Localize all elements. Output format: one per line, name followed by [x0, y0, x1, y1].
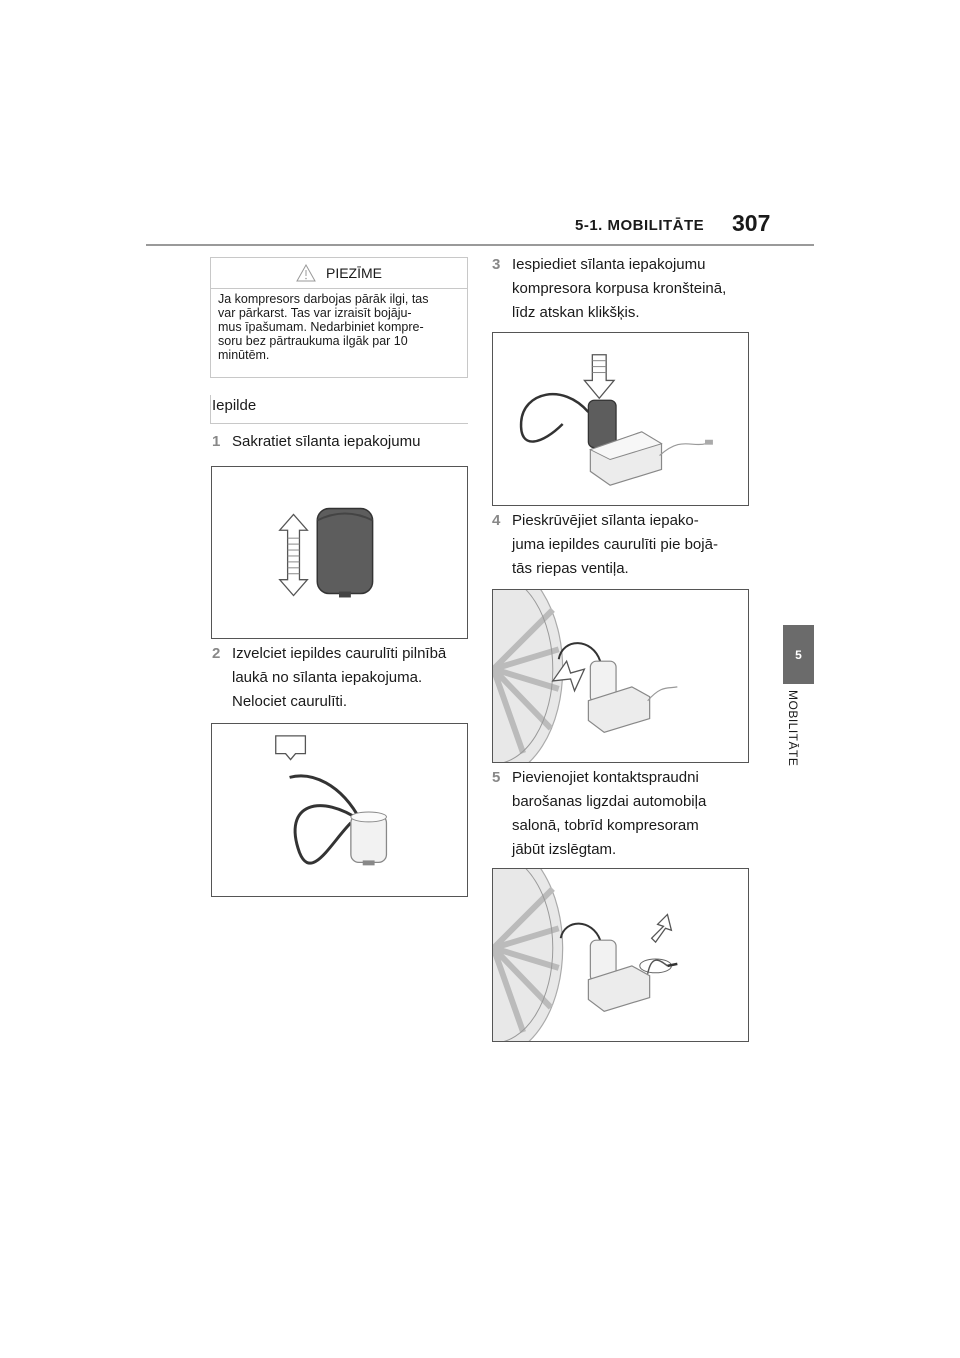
step-number: 2: [212, 645, 221, 662]
note-header: [211, 258, 467, 289]
figure-plug-in: [492, 868, 749, 1042]
note-line: var pārkarst. Tas var izraisīt bojāju-: [218, 306, 412, 320]
chapter-number: 5: [795, 647, 802, 662]
step-number: 1: [212, 433, 221, 450]
figure-connect-valve: [492, 589, 749, 763]
step-text: Iespiediet sīlanta iepakojumu: [512, 256, 706, 273]
warning-icon: [296, 264, 316, 282]
step-number: 3: [492, 256, 501, 273]
step-text: jābūt izslēgtam.: [512, 841, 617, 858]
note-box: [210, 257, 468, 378]
page-number: 307: [732, 210, 771, 236]
note-line: minūtēm.: [218, 348, 270, 362]
step-text: Sakratiet sīlanta iepakojumu: [232, 433, 421, 450]
section-header: 5-1. MOBILITĀTE: [575, 217, 705, 234]
step-text: Izvelciet iepildes caurulīti pilnībā: [232, 645, 447, 662]
note-line: soru bez pārtraukuma ilgāk par 10: [218, 334, 408, 348]
step-text: līdz atskan klikšķis.: [512, 304, 640, 321]
step-number: 4: [492, 512, 501, 529]
step-1: [212, 430, 472, 454]
chapter-tab: [783, 625, 814, 684]
figure-shake-sealant: [211, 466, 468, 639]
step-text: Pievienojiet kontaktspraudni: [512, 769, 699, 786]
step-text: tās riepas ventiļa.: [512, 560, 629, 577]
step-text: salonā, tobrīd kompresoram: [512, 817, 699, 834]
step-number: 5: [492, 769, 501, 786]
step-4: [492, 509, 752, 581]
step-5: [492, 766, 752, 862]
step-3: [492, 253, 752, 325]
step-text: kompresora korpusa kronšteinā,: [512, 280, 727, 297]
figure-insert-sealant: [492, 332, 749, 506]
header-divider: [146, 244, 814, 246]
figure-pull-hose: [211, 723, 468, 897]
step-text: laukā no sīlanta iepakojuma.: [232, 669, 423, 686]
note-text: [218, 292, 466, 362]
section-rule-horizontal: [210, 423, 468, 424]
note-title: PIEZĪME: [325, 265, 382, 281]
chapter-label: MOBILITĀTE: [786, 690, 800, 767]
step-text: Pieskrūvējiet sīlanta iepako-: [512, 512, 699, 529]
step-2: [212, 642, 472, 714]
step-text: Nelociet caurulīti.: [232, 693, 348, 710]
step-text: juma iepildes caurulīti pie bojā-: [512, 536, 718, 553]
note-line: mus īpašumam. Nedarbiniet kompre-: [218, 320, 424, 334]
note-line: Ja kompresors darbojas pārāk ilgi, tas: [218, 292, 429, 306]
section-rule-vertical: [210, 395, 211, 423]
step-text: barošanas ligzdai automobiļa: [512, 793, 707, 810]
section-title: Iepilde: [212, 397, 257, 414]
